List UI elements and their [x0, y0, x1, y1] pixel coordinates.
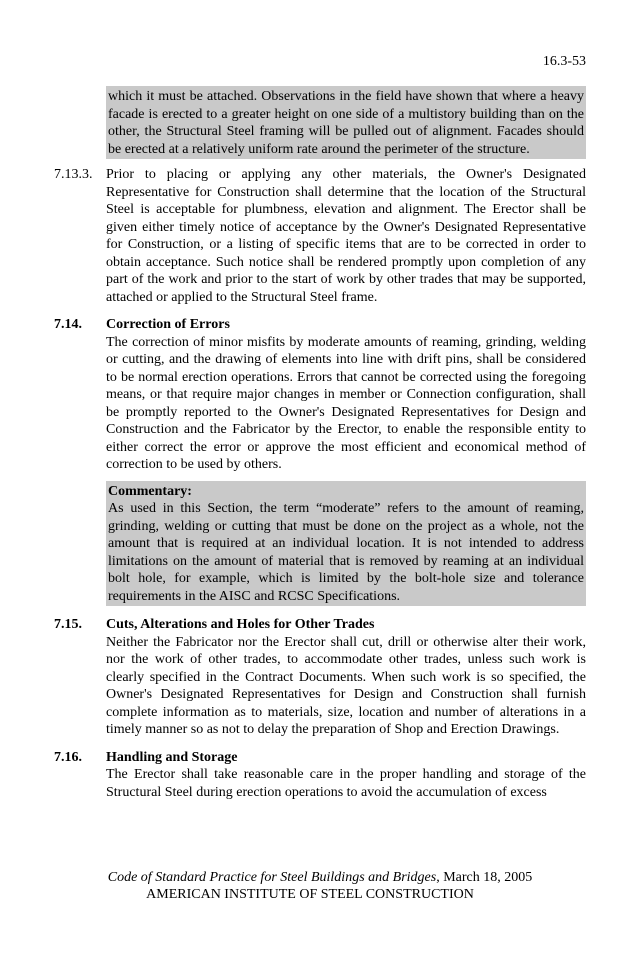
section-7-16: [54, 749, 586, 802]
section-heading: Handling and Storage: [106, 749, 238, 765]
section-text: The Erector shall take reasonable care in the proper handling and storage of the Structural Steel during erection operations to avoid the accumulation of excess: [106, 767, 586, 800]
page-content: [54, 86, 586, 801]
commentary-continuation: which it must be attached. Observations in the field have shown that where a heavy facade is erected to a greater height on one side of a multistory building than on the other, the Structural Steel framing will be pulled out of alignment. Facades should be erected at a relatively uniform rate around the perimeter of the structure.: [106, 86, 586, 159]
section-heading: Cuts, Alterations and Holes for Other Trades: [106, 617, 375, 632]
page-footer: [0, 869, 638, 903]
section-7-15: [54, 616, 586, 739]
section-number: 7.16.: [54, 749, 82, 765]
section-heading: Correction of Errors: [106, 317, 230, 332]
page-number: 16.3-53: [542, 54, 586, 69]
clause-text: Prior to placing or applying any other materials, the Owner's Designated Representative for Construction shall determine that the location of the Structural Steel is acceptable for plumbness, elevation and alignment. The Erector shall be given either timely notice of acceptance by the Owner's Designated Representative for Construction, or a listing of specific items that are to be corrected in order to obtain acceptance. Such notice shall be rendered promptly upon completion of any part of the work and prior to the start of work by other trades that may be supported, attached or applied to the Structural Steel frame.: [106, 167, 586, 305]
clause-number: 7.13.3.: [54, 167, 93, 182]
clause-7-13-3: [54, 166, 586, 306]
section-text: Neither the Fabricator nor the Erector shall cut, drill or otherwise alter their work, nor the work of other trades, to accommodate other trades, unless such work is clearly specified in the Contract Documents. When such work is so specified, the Owner's Designated Representatives for Design and Construction shall furnish complete information as to materials, size, location and number of alterations in a timely manner so as not to delay the preparation of Shop and Erection Drawings.: [106, 634, 586, 737]
footer-title: Code of Standard Practice for Steel Buildings and Bridges: [107, 870, 437, 885]
footer-publisher: AMERICAN INSTITUTE OF STEEL CONSTRUCTION: [146, 887, 474, 902]
commentary-heading: Commentary:: [108, 483, 192, 499]
section-text: The correction of minor misfits by moderate amounts of reaming, grinding, welding or cutting, and the drawing of elements into line with drift pins, shall be considered to be normal erection operations. Errors that cannot be corrected using the foregoing means, or that require major changes in member or Connection configuration, shall be promptly reported to the Owner's Designated Representatives for Design and Construction and the Fabricator by the Erector, to enable the responsible entity to either correct the error or approve the most efficient and economical method of correction to be used by others.: [106, 334, 586, 472]
section-number: 7.15.: [54, 617, 82, 632]
commentary-box: [106, 481, 586, 607]
commentary-text: As used in this Section, the term “moderate” refers to the amount of reaming, grinding, welding or cutting that must be done on the project as a whole, not the amount that is required at an individual location. It is not intended to address limitations on the amount of material that is removed by reaming at an individual bolt hole, for example, which is limited by the bolt-hole size and tolerance requirements in the AISC and RCSC Specifications.: [108, 501, 584, 604]
section-number: 7.14.: [54, 317, 82, 332]
section-7-14: [54, 316, 586, 606]
footer-date: , March 18, 2005: [436, 870, 533, 885]
